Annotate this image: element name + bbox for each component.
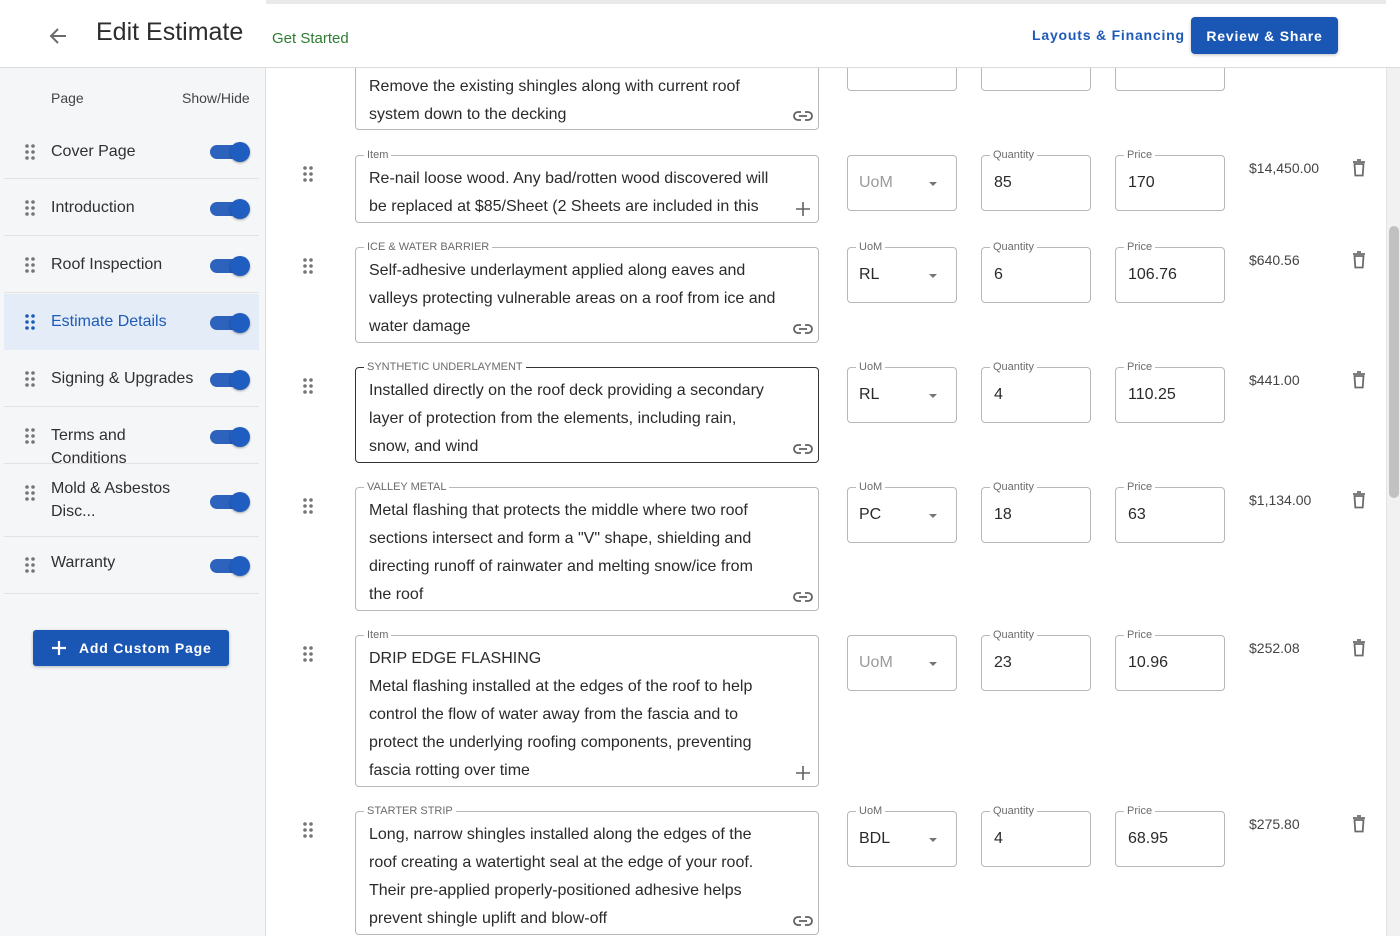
quantity-field-label: Quantity <box>990 239 1037 255</box>
link-icon[interactable] <box>793 914 813 928</box>
toggle-knob <box>230 492 250 512</box>
sidebar-item-label: Mold & Asbestos Disc... <box>51 480 171 520</box>
quantity-field[interactable] <box>981 481 1091 543</box>
add-custom-page-label: Add Custom Page <box>79 640 212 656</box>
drag-handle-icon[interactable] <box>302 645 314 663</box>
drag-handle-icon[interactable] <box>24 143 36 161</box>
drag-handle-icon[interactable] <box>24 556 36 574</box>
uom-value: UoM <box>859 654 893 671</box>
delete-trash-icon[interactable] <box>1352 639 1366 657</box>
quantity-value: 85 <box>994 174 1012 191</box>
show-hide-toggle[interactable] <box>210 559 248 573</box>
uom-field-label: UoM <box>856 239 885 255</box>
toggle-knob <box>230 370 250 390</box>
price-value: 68.95 <box>1128 830 1169 847</box>
toggle-knob <box>230 142 250 162</box>
description-field-label: Item <box>364 627 391 643</box>
page-title: Edit Estimate <box>96 18 244 46</box>
drag-handle-icon[interactable] <box>302 165 314 183</box>
link-icon[interactable] <box>793 590 813 604</box>
uom-value: PC <box>859 506 882 523</box>
sidebar-item-signing-upgrades[interactable] <box>4 351 259 407</box>
sidebar-item-label: Roof Inspection <box>51 256 163 273</box>
drag-handle-icon[interactable] <box>302 377 314 395</box>
sidebar-item-introduction[interactable] <box>4 180 259 236</box>
description-field[interactable] <box>355 629 819 787</box>
show-hide-toggle[interactable] <box>210 373 248 387</box>
add-custom-page-button[interactable] <box>33 630 229 666</box>
description-text: DRIP EDGE FLASHING Metal flashing installed at the edges of the roof to help control the flow of water away from the fascia and to protect the underlying roofing components, preventing fascia rotting over time <box>369 650 753 779</box>
description-field[interactable] <box>355 805 819 935</box>
delete-trash-icon[interactable] <box>1352 251 1366 269</box>
uom-field-label: UoM <box>856 359 885 375</box>
sidebar-item-label: Estimate Details <box>51 313 167 330</box>
sidebar-item-cover-page[interactable] <box>4 123 259 179</box>
quantity-value: 23 <box>994 654 1012 671</box>
line-total: $1,134.00 <box>1249 492 1312 508</box>
price-value: 170 <box>1128 174 1155 191</box>
price-field[interactable] <box>1115 481 1225 543</box>
get-started-link[interactable]: Get Started <box>272 30 349 47</box>
price-field[interactable] <box>1115 149 1225 211</box>
uom-value: BDL <box>859 830 891 847</box>
dropdown-caret-icon <box>929 394 937 398</box>
uom-select[interactable] <box>847 361 957 423</box>
quantity-field[interactable] <box>981 805 1091 867</box>
description-field[interactable] <box>355 361 819 463</box>
uom-value: RL <box>859 386 880 403</box>
drag-handle-icon[interactable] <box>24 199 36 217</box>
quantity-field-label: Quantity <box>990 147 1037 163</box>
line-total: $252.08 <box>1249 640 1300 656</box>
delete-trash-icon[interactable] <box>1352 371 1366 389</box>
drag-handle-icon[interactable] <box>24 313 36 331</box>
toggle-knob <box>230 556 250 576</box>
sidebar-item-label: Terms and Conditions <box>51 427 127 467</box>
estimate-details-content <box>267 68 1386 936</box>
dropdown-caret-icon <box>929 514 937 518</box>
uom-field-label: UoM <box>856 803 885 819</box>
quantity-field[interactable] <box>981 149 1091 211</box>
quantity-field[interactable] <box>981 241 1091 303</box>
app-header <box>0 0 1400 68</box>
quantity-value: 6 <box>994 266 1003 283</box>
toggle-knob <box>230 313 250 333</box>
price-value: 10.96 <box>1128 654 1169 671</box>
header-top-strip <box>266 0 1386 4</box>
link-icon[interactable] <box>793 322 813 336</box>
price-field[interactable] <box>1115 241 1225 303</box>
price-field-label: Price <box>1124 359 1155 375</box>
description-field-label: STARTER STRIP <box>364 803 456 819</box>
show-hide-toggle[interactable] <box>210 259 248 273</box>
dropdown-caret-icon <box>929 662 937 666</box>
show-hide-toggle[interactable] <box>210 316 248 330</box>
uom-select[interactable] <box>847 635 957 691</box>
sidebar-item-terms-and-conditions[interactable] <box>4 408 259 467</box>
quantity-field-label: Quantity <box>990 359 1037 375</box>
uom-field-label: UoM <box>856 479 885 495</box>
quantity-value: 18 <box>994 506 1012 523</box>
description-text: Remove the existing shingles along with current roof system down to the decking <box>369 78 740 123</box>
drag-handle-icon[interactable] <box>24 370 36 388</box>
column-page-label: Page <box>51 90 84 106</box>
quantity-field[interactable] <box>981 629 1091 691</box>
column-show-hide-label: Show/Hide <box>182 90 250 106</box>
toggle-knob <box>230 199 250 219</box>
plus-icon[interactable] <box>793 766 813 780</box>
toggle-knob <box>230 256 250 276</box>
review-share-button[interactable]: Review & Share <box>1191 17 1338 54</box>
plus-icon <box>51 640 67 656</box>
page-sidebar <box>0 68 266 936</box>
toggle-knob <box>230 427 250 447</box>
quantity-value: 4 <box>994 830 1003 847</box>
delete-trash-icon[interactable] <box>1352 815 1366 833</box>
description-field[interactable] <box>355 149 819 223</box>
uom-select[interactable] <box>847 481 957 543</box>
price-value: 110.25 <box>1128 386 1176 403</box>
uom-value: RL <box>859 266 880 283</box>
show-hide-toggle[interactable] <box>210 430 248 444</box>
layouts-financing-link[interactable]: Layouts & Financing <box>1032 27 1185 43</box>
delete-trash-icon[interactable] <box>1352 491 1366 509</box>
description-field[interactable] <box>355 481 819 611</box>
description-field-label: VALLEY METAL <box>364 479 449 495</box>
quantity-field[interactable] <box>981 361 1091 423</box>
quantity-field-label: Quantity <box>990 803 1037 819</box>
dropdown-caret-icon <box>929 838 937 842</box>
back-arrow-icon[interactable] <box>44 22 72 50</box>
price-value: 106.76 <box>1128 266 1177 283</box>
quantity-field-label: Quantity <box>990 479 1037 495</box>
delete-trash-icon[interactable] <box>1352 159 1366 177</box>
price-field-label: Price <box>1124 803 1155 819</box>
sidebar-item-warranty[interactable] <box>4 538 259 594</box>
line-total: $275.80 <box>1249 816 1300 832</box>
drag-handle-icon[interactable] <box>24 484 36 502</box>
description-field[interactable] <box>355 241 819 343</box>
show-hide-toggle[interactable] <box>210 145 248 159</box>
dropdown-caret-icon <box>929 182 937 186</box>
uom-select[interactable] <box>847 241 957 303</box>
drag-handle-icon[interactable] <box>302 821 314 839</box>
plus-icon[interactable] <box>793 202 813 216</box>
description-text: Metal flashing that protects the middle where two roof sections intersect and form a "V" shape, shielding and directing runoff of rainwater and melting snow/ice from the roof <box>369 502 753 603</box>
uom-select[interactable] <box>847 805 957 867</box>
description-field-label: ICE & WATER BARRIER <box>364 239 492 255</box>
line-total: $441.00 <box>1249 372 1300 388</box>
line-total: $640.56 <box>1249 252 1300 268</box>
sidebar-item-estimate-details[interactable] <box>4 294 259 350</box>
price-field-label: Price <box>1124 239 1155 255</box>
sidebar-item-label: Signing & Upgrades <box>51 370 194 387</box>
sidebar-header <box>0 90 266 110</box>
link-icon[interactable] <box>793 442 813 456</box>
drag-handle-icon[interactable] <box>302 257 314 275</box>
description-text: Installed directly on the roof deck providing a secondary layer of protection from the elements, including rain, snow, and wind <box>369 382 764 455</box>
sidebar-item-label: Introduction <box>51 199 135 216</box>
description-text: Long, narrow shingles installed along the edges of the roof creating a watertight seal at the edge of your roof. Their pre-applied properly-positioned adhesive helps prevent shingle uplift and blow-off <box>369 826 754 927</box>
price-field-label: Price <box>1124 147 1155 163</box>
drag-handle-icon[interactable] <box>24 427 36 445</box>
drag-handle-icon[interactable] <box>302 497 314 515</box>
main-scrollbar[interactable] <box>1386 68 1400 936</box>
sidebar-item-label: Warranty <box>51 554 116 571</box>
price-field[interactable] <box>1115 629 1225 691</box>
price-field[interactable] <box>1115 805 1225 867</box>
sidebar-item-roof-inspection[interactable] <box>4 237 259 293</box>
drag-handle-icon[interactable] <box>24 256 36 274</box>
price-field-label: Price <box>1124 627 1155 643</box>
quantity-field-label: Quantity <box>990 627 1037 643</box>
quantity-value: 4 <box>994 386 1003 403</box>
price-field[interactable] <box>1115 361 1225 423</box>
sidebar-item-label: Cover Page <box>51 143 136 160</box>
description-text: Re-nail loose wood. Any bad/rotten wood discovered will be replaced at $85/Sheet (2 Sheets are included in this <box>369 170 769 215</box>
uom-value: UoM <box>859 174 893 191</box>
show-hide-toggle[interactable] <box>210 495 248 509</box>
sidebar-item-mold-asbestos-disc[interactable] <box>4 465 259 537</box>
description-field[interactable] <box>355 66 819 130</box>
description-text: Self-adhesive underlayment applied along eaves and valleys protecting vulnerable areas on a roof from ice and water damage <box>369 262 776 335</box>
link-icon[interactable] <box>793 109 813 123</box>
line-total: $14,450.00 <box>1249 160 1320 176</box>
show-hide-toggle[interactable] <box>210 202 248 216</box>
dropdown-caret-icon <box>929 274 937 278</box>
description-field-label: Item <box>364 147 391 163</box>
price-value: 63 <box>1128 506 1146 523</box>
price-field-label: Price <box>1124 479 1155 495</box>
uom-select[interactable] <box>847 155 957 211</box>
scrollbar-thumb[interactable] <box>1389 226 1399 498</box>
description-field-label: SYNTHETIC UNDERLAYMENT <box>364 359 526 375</box>
